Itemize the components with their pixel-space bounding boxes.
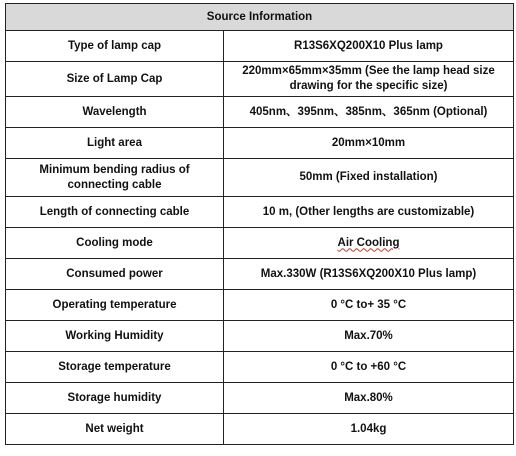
table-row	[6, 97, 514, 128]
row-value: 405nm、395nm、385nm、365nm (Optional)	[224, 97, 514, 128]
row-label: Wavelength	[6, 97, 224, 128]
cooling-mode-value: Air Cooling	[337, 236, 400, 249]
table-row	[6, 197, 514, 228]
row-value: 0 °C to +60 °C	[224, 352, 514, 383]
row-value: 220mm×65mm×35mm (See the lamp head size drawing for the specific size)	[224, 62, 514, 97]
row-value: 0 °C to+ 35 °C	[224, 290, 514, 321]
row-value: 1.04kg	[224, 414, 514, 445]
table-row	[6, 290, 514, 321]
row-value: R13S6XQ200X10 Plus lamp	[224, 31, 514, 62]
row-label: Operating temperature	[6, 290, 224, 321]
table-row	[6, 159, 514, 197]
row-label: Size of Lamp Cap	[6, 62, 224, 97]
row-value: Max.70%	[224, 321, 514, 352]
row-value: Max.80%	[224, 383, 514, 414]
table-row	[6, 414, 514, 445]
table-row	[6, 128, 514, 159]
row-label: Type of lamp cap	[6, 31, 224, 62]
table-row	[6, 321, 514, 352]
row-value: Max.330W (R13S6XQ200X10 Plus lamp)	[224, 259, 514, 290]
row-value: 50mm (Fixed installation)	[224, 159, 514, 197]
row-label: Storage humidity	[6, 383, 224, 414]
table-row	[6, 31, 514, 62]
table-row	[6, 62, 514, 97]
row-label: Minimum bending radius of connecting cable	[6, 159, 224, 197]
row-value: 20mm×10mm	[224, 128, 514, 159]
row-label: Net weight	[6, 414, 224, 445]
row-label: Cooling mode	[6, 228, 224, 259]
row-label: Light area	[6, 128, 224, 159]
table-row	[6, 383, 514, 414]
table-row	[6, 259, 514, 290]
row-label: Storage temperature	[6, 352, 224, 383]
row-label: Working Humidity	[6, 321, 224, 352]
table-row	[6, 352, 514, 383]
table-row	[6, 228, 514, 259]
table-title: Source Information	[6, 4, 514, 31]
table-header-row	[6, 4, 514, 31]
row-value	[224, 228, 514, 259]
row-value: 10 m, (Other lengths are customizable)	[224, 197, 514, 228]
row-label: Consumed power	[6, 259, 224, 290]
row-label: Length of connecting cable	[6, 197, 224, 228]
source-information-table	[5, 3, 514, 445]
